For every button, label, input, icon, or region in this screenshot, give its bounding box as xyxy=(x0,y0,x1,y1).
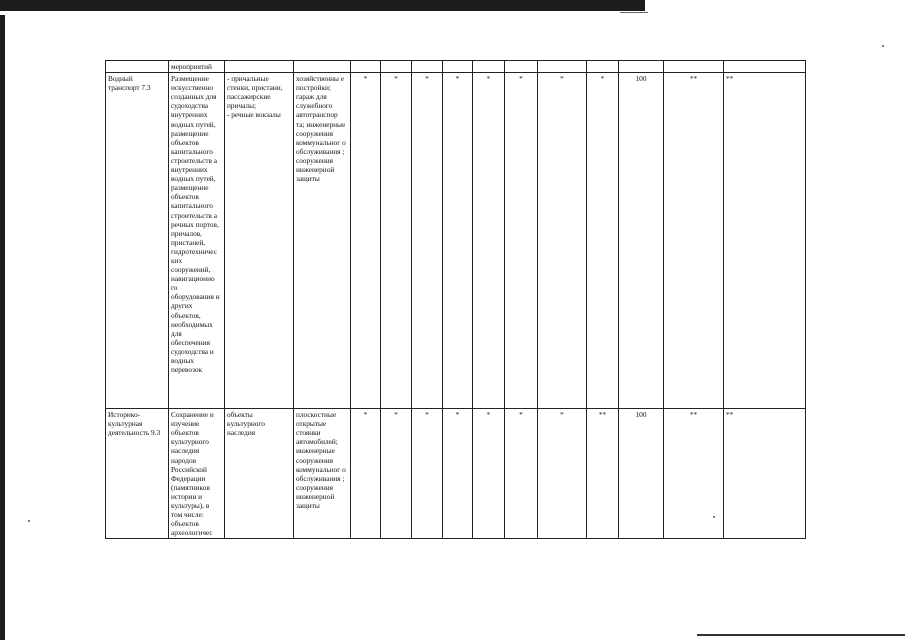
scan-left-edge xyxy=(0,15,5,640)
table-cell xyxy=(225,61,294,73)
document-table xyxy=(105,60,806,539)
mark-cell: * xyxy=(587,73,619,409)
table-cell xyxy=(664,61,724,73)
table-row xyxy=(106,409,806,539)
mark-cell: * xyxy=(538,409,587,539)
table-cell: мероприятий xyxy=(169,61,225,73)
scan-bottom-mark xyxy=(697,634,905,636)
table-cell xyxy=(473,61,505,73)
mark-cell: * xyxy=(473,409,505,539)
scan-speck xyxy=(28,520,30,522)
mark-cell: ** xyxy=(587,409,619,539)
table-cell xyxy=(443,61,473,73)
table-cell xyxy=(724,61,806,73)
mark-cell: * xyxy=(381,73,412,409)
scan-top-edge xyxy=(0,0,645,11)
mark-cell: * xyxy=(412,73,443,409)
table-cell xyxy=(351,61,381,73)
table-cell xyxy=(381,61,412,73)
main-objects: - причальные стенки, пристани, пассажирские причалы; - речные вокзалы xyxy=(225,73,294,409)
mark-cell: * xyxy=(443,73,473,409)
table-cell xyxy=(106,61,169,73)
mark-cell: ** xyxy=(664,409,724,539)
mark-cell: * xyxy=(443,409,473,539)
mark-cell: * xyxy=(351,73,381,409)
mark-cell: ** xyxy=(724,409,806,539)
mark-cell: ** xyxy=(724,73,806,409)
mark-cell: * xyxy=(351,409,381,539)
table-cell xyxy=(619,61,664,73)
mark-cell: * xyxy=(412,409,443,539)
table-cell xyxy=(538,61,587,73)
scan-speck xyxy=(882,45,884,47)
percent-value: 100 xyxy=(619,73,664,409)
table-cell xyxy=(294,61,351,73)
mark-cell: * xyxy=(505,73,538,409)
table-row xyxy=(106,73,806,409)
auxiliary-objects: плоскостные открытые стоянки автомобилей; инженерные сооружения коммунальног о обслуживания ; сооружения инженерной защиты xyxy=(294,409,351,539)
use-type-name: Водный транспорт 7.3 xyxy=(106,73,169,409)
mark-cell: * xyxy=(381,409,412,539)
use-type-description: Размещение искусственно созданных для судоходства внутренних водных путей, размещение объектов капитального строительств а внутренних водных путей, размещение объектов капитального строительств а речных портов, причалов, пристаней, гидротехничес ких сооружений, навигационно го оборудования и других объектов, необходимых для обеспечения судоходства и водных перевозок xyxy=(169,73,225,409)
main-objects: объекты культурного наследия xyxy=(225,409,294,539)
table-cell xyxy=(505,61,538,73)
mark-cell: ** xyxy=(664,73,724,409)
mark-cell: * xyxy=(538,73,587,409)
auxiliary-objects: хозяйственны е постройки; гараж для служебного автотранспор та; инженерные сооружения коммунальног о обслуживания ; сооружения инженерной защиты xyxy=(294,73,351,409)
table-cell xyxy=(587,61,619,73)
mark-cell: * xyxy=(473,73,505,409)
table-row xyxy=(106,61,806,73)
table-cell xyxy=(412,61,443,73)
scan-top-mark xyxy=(620,12,648,13)
mark-cell: * xyxy=(505,409,538,539)
use-type-name: Историко-культурная деятельность 9.3 xyxy=(106,409,169,539)
use-type-description: Сохранение и изучение объектов культурного наследия народов Российской Федерации (памятников истории и культуры), в том числе: объектов археологичес xyxy=(169,409,225,539)
percent-value: 100 xyxy=(619,409,664,539)
